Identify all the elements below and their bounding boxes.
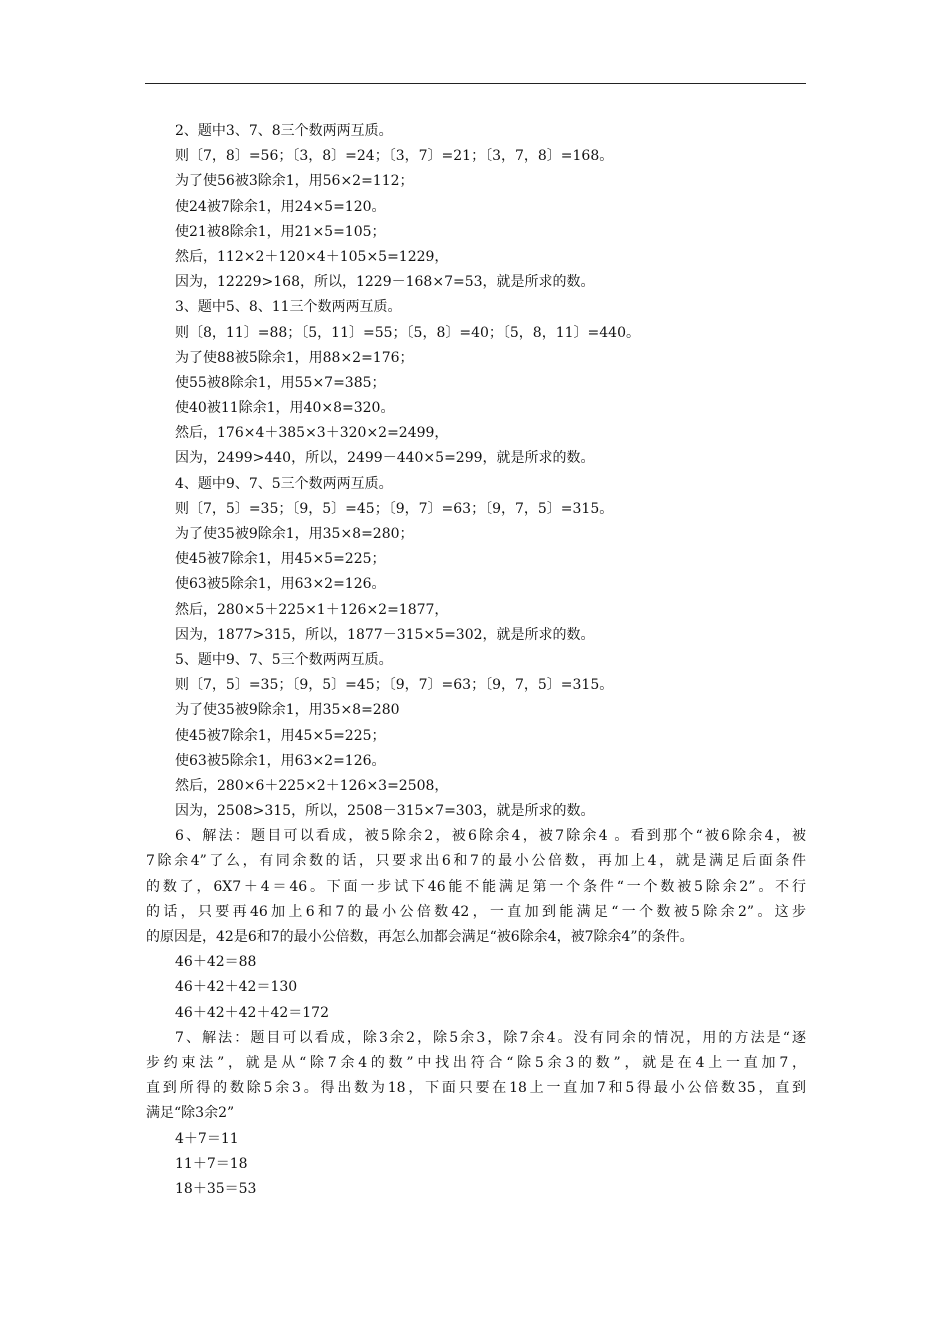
paragraph-line: 的数了，6X7＋4＝46。下面一步试下46能不能满足第一个条件“一个数被5除余2”。不行	[146, 878, 806, 895]
text-line: 使40被11除余1，用40×8=320。	[175, 400, 395, 417]
text-line: 然后，280×5＋225×1＋126×2=1877，	[175, 601, 449, 618]
text-line: 11＋7＝18	[175, 1155, 248, 1172]
solution-7-paragraph	[146, 1026, 806, 1127]
text-line: 然后，280×6＋225×2＋126×3=2508，	[175, 777, 449, 794]
text-line: 然后，176×4＋385×3＋320×2=2499，	[175, 425, 449, 442]
paragraph-line: 直到所得的数除5余3。得出数为18，下面只要在18上一直加7和5得最小公倍数35，直到	[146, 1080, 806, 1097]
text-line: 则〔7，8〕=56；〔3，8〕=24；〔3，7〕=21；〔3，7，8〕=168。	[175, 148, 614, 165]
paragraph-line: 满足“除3余2”	[146, 1105, 235, 1122]
text-line: 因为，2508>315，所以，2508－315×7=303，就是所求的数。	[175, 803, 595, 820]
header-rule	[145, 83, 806, 84]
text-line: 使63被5除余1，用63×2=126。	[175, 752, 386, 769]
document-body	[146, 119, 806, 1202]
solutions-2-to-5	[146, 119, 806, 824]
solution-7-steps	[146, 1127, 806, 1203]
text-line: 2、题中3、7、8三个数两两互质。	[175, 123, 393, 139]
paragraph-line: 7、解法：题目可以看成，除3余2，除5余3，除7余4。没有同余的情况，用的方法是“逐	[175, 1029, 806, 1046]
text-line: 使45被7除余1，用45×5=225；	[175, 551, 386, 568]
text-line: 使63被5除余1，用63×2=126。	[175, 576, 386, 593]
paragraph-line: 的话，只要再46加上6和7的最小公倍数42，一直加到能满足“一个数被5除余2”。这步	[146, 903, 806, 920]
text-line: 为了使35被9除余1，用35×8=280；	[175, 526, 414, 542]
text-line: 18＋35＝53	[175, 1180, 257, 1197]
text-line: 4＋7＝11	[175, 1130, 239, 1147]
text-line: 为了使35被9除余1，用35×8=280	[175, 702, 400, 719]
text-line: 46＋42＋42＝130	[175, 979, 298, 996]
text-line: 则〔7，5〕=35；〔9，5〕=45；〔9，7〕=63；〔9，7，5〕=315。	[175, 677, 614, 694]
text-line: 5、题中9、7、5三个数两两互质。	[175, 651, 393, 668]
text-line: 使24被7除余1，用24×5=120。	[175, 198, 386, 215]
text-line: 46＋42＋42＋42＝172	[175, 1004, 329, 1021]
text-line: 因为，12229>168，所以，1229－168×7=53，就是所求的数。	[175, 274, 595, 291]
text-line: 则〔8，11〕=88；〔5，11〕=55；〔5，8〕=40；〔5，8，11〕=440。	[175, 324, 640, 341]
solution-6-paragraph	[146, 824, 806, 950]
text-line: 46＋42＝88	[175, 954, 257, 971]
text-line: 为了使88被5除余1，用88×2=176；	[175, 349, 414, 366]
paragraph-line: 步约束法”，就是从“除7余4的数”中找出符合“除5余3的数”，就是在4上一直加7，	[146, 1054, 806, 1071]
paragraph-line: 7除余4”了么，有同余数的话，只要求出6和7的最小公倍数，再加上4，就是满足后面条件	[146, 853, 806, 870]
solution-6-steps	[146, 950, 806, 1026]
text-line: 使21被8除余1，用21×5=105；	[175, 223, 386, 240]
text-line: 4、题中9、7、5三个数两两互质。	[175, 475, 393, 492]
text-line: 使45被7除余1，用45×5=225；	[175, 727, 386, 744]
text-line: 为了使56被3除余1，用56×2=112；	[175, 173, 414, 190]
text-line: 使55被8除余1，用55×7=385；	[175, 374, 386, 391]
text-line: 因为，2499>440，所以，2499－440×5=299，就是所求的数。	[175, 450, 595, 467]
text-line: 3、题中5、8、11三个数两两互质。	[175, 299, 402, 316]
text-line: 则〔7，5〕=35；〔9，5〕=45；〔9，7〕=63；〔9，7，5〕=315。	[175, 500, 614, 517]
paragraph-line: 6、解法：题目可以看成，被5除余2，被6除余4，被7除余4 。看到那个“被6除余4，被	[175, 828, 806, 845]
text-line: 因为，1877>315，所以，1877－315×5=302，就是所求的数。	[175, 626, 595, 643]
text-line: 然后，112×2＋120×4＋105×5=1229，	[175, 248, 449, 265]
paragraph-line: 的原因是，42是6和7的最小公倍数，再怎么加都会满足“被6除余4，被7除余4”的条件。	[146, 929, 694, 945]
